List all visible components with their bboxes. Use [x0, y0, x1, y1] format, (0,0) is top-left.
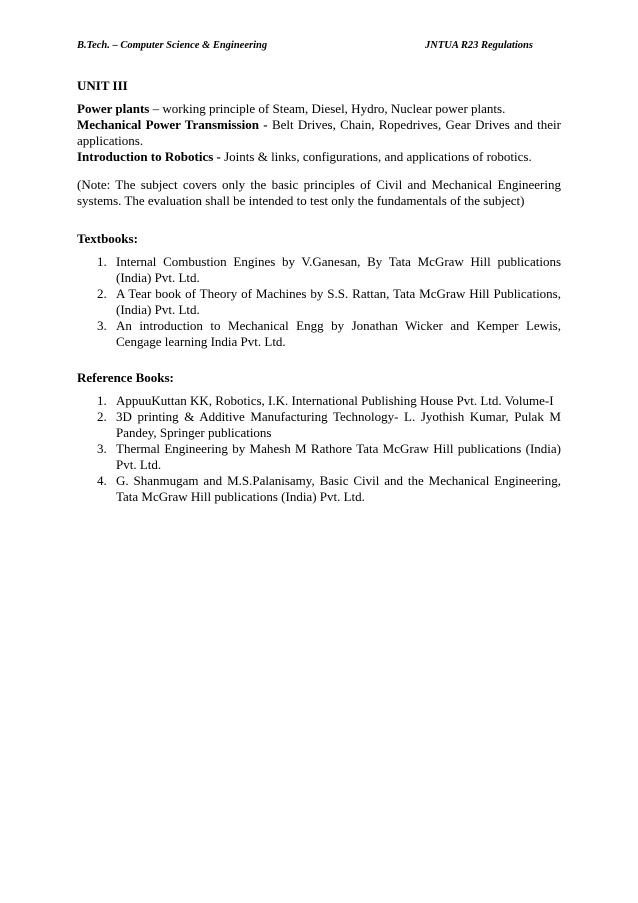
header-right: JNTUA R23 Regulations: [425, 40, 533, 51]
topic-text: Joints & links, configurations, and applications of robotics.: [224, 149, 532, 164]
page-content: [77, 78, 561, 505]
topic-label: Power plants: [77, 101, 150, 116]
item-number: 3.: [97, 441, 107, 456]
topic-mechanical-power-transmission: [77, 117, 561, 149]
list-item: [77, 441, 561, 473]
list-item: [77, 409, 561, 441]
reference-books-heading: Reference Books:: [77, 370, 174, 385]
unit-title: UNIT III: [77, 78, 128, 93]
textbooks-heading: Textbooks:: [77, 231, 138, 246]
list-item: [77, 393, 561, 409]
item-text: AppuuKuttan KK, Robotics, I.K. International Publishing House Pvt. Ltd. Volume-I: [116, 393, 554, 408]
list-item: [77, 473, 561, 505]
topic-separator: –: [149, 101, 163, 116]
reference-books-list: [77, 393, 561, 505]
item-number: 4.: [97, 473, 107, 488]
topic-label: Introduction to Robotics -: [77, 149, 221, 164]
item-number: 3.: [97, 318, 107, 333]
note-paragraph: (Note: The subject covers only the basic principles of Civil and Mechanical Engineering systems. The evaluation shall be intended to test only the fundamentals of the subject): [77, 177, 561, 208]
list-item: [77, 318, 561, 350]
item-text: Internal Combustion Engines by V.Ganesan, By Tata McGraw Hill publications (India) Pvt. Ltd.: [116, 254, 561, 285]
topic-power-plants: [77, 101, 561, 117]
list-item: [77, 286, 561, 318]
header-left: B.Tech. – Computer Science & Engineering: [77, 40, 268, 51]
item-text: A Tear book of Theory of Machines by S.S. Rattan, Tata McGraw Hill Publications, (India) Pvt. Ltd.: [116, 286, 561, 317]
item-text: Thermal Engineering by Mahesh M Rathore Tata McGraw Hill publications (India) Pvt. Ltd.: [116, 441, 561, 472]
topic-introduction-to-robotics: [77, 149, 561, 165]
item-number: 1.: [97, 393, 107, 408]
item-text: 3D printing & Additive Manufacturing Technology- L. Jyothish Kumar, Pulak M Pandey, Springer publications: [116, 409, 561, 440]
topic-label: Mechanical Power Transmission -: [77, 117, 268, 132]
item-number: 2.: [97, 409, 107, 424]
item-number: 2.: [97, 286, 107, 301]
item-number: 1.: [97, 254, 107, 269]
list-item: [77, 254, 561, 286]
topic-text: working principle of Steam, Diesel, Hydro, Nuclear power plants.: [162, 101, 506, 116]
item-text: An introduction to Mechanical Engg by Jonathan Wicker and Kemper Lewis, Cengage learning India Pvt. Ltd.: [116, 318, 561, 349]
topic-text: Belt Drives, Chain, Ropedrives, Gear Drives and their applications.: [77, 117, 561, 148]
textbooks-list: [77, 254, 561, 350]
item-text: G. Shanmugam and M.S.Palanisamy, Basic Civil and the Mechanical Engineering, Tata McGraw Hill publications (India) Pvt. Ltd.: [116, 473, 561, 504]
